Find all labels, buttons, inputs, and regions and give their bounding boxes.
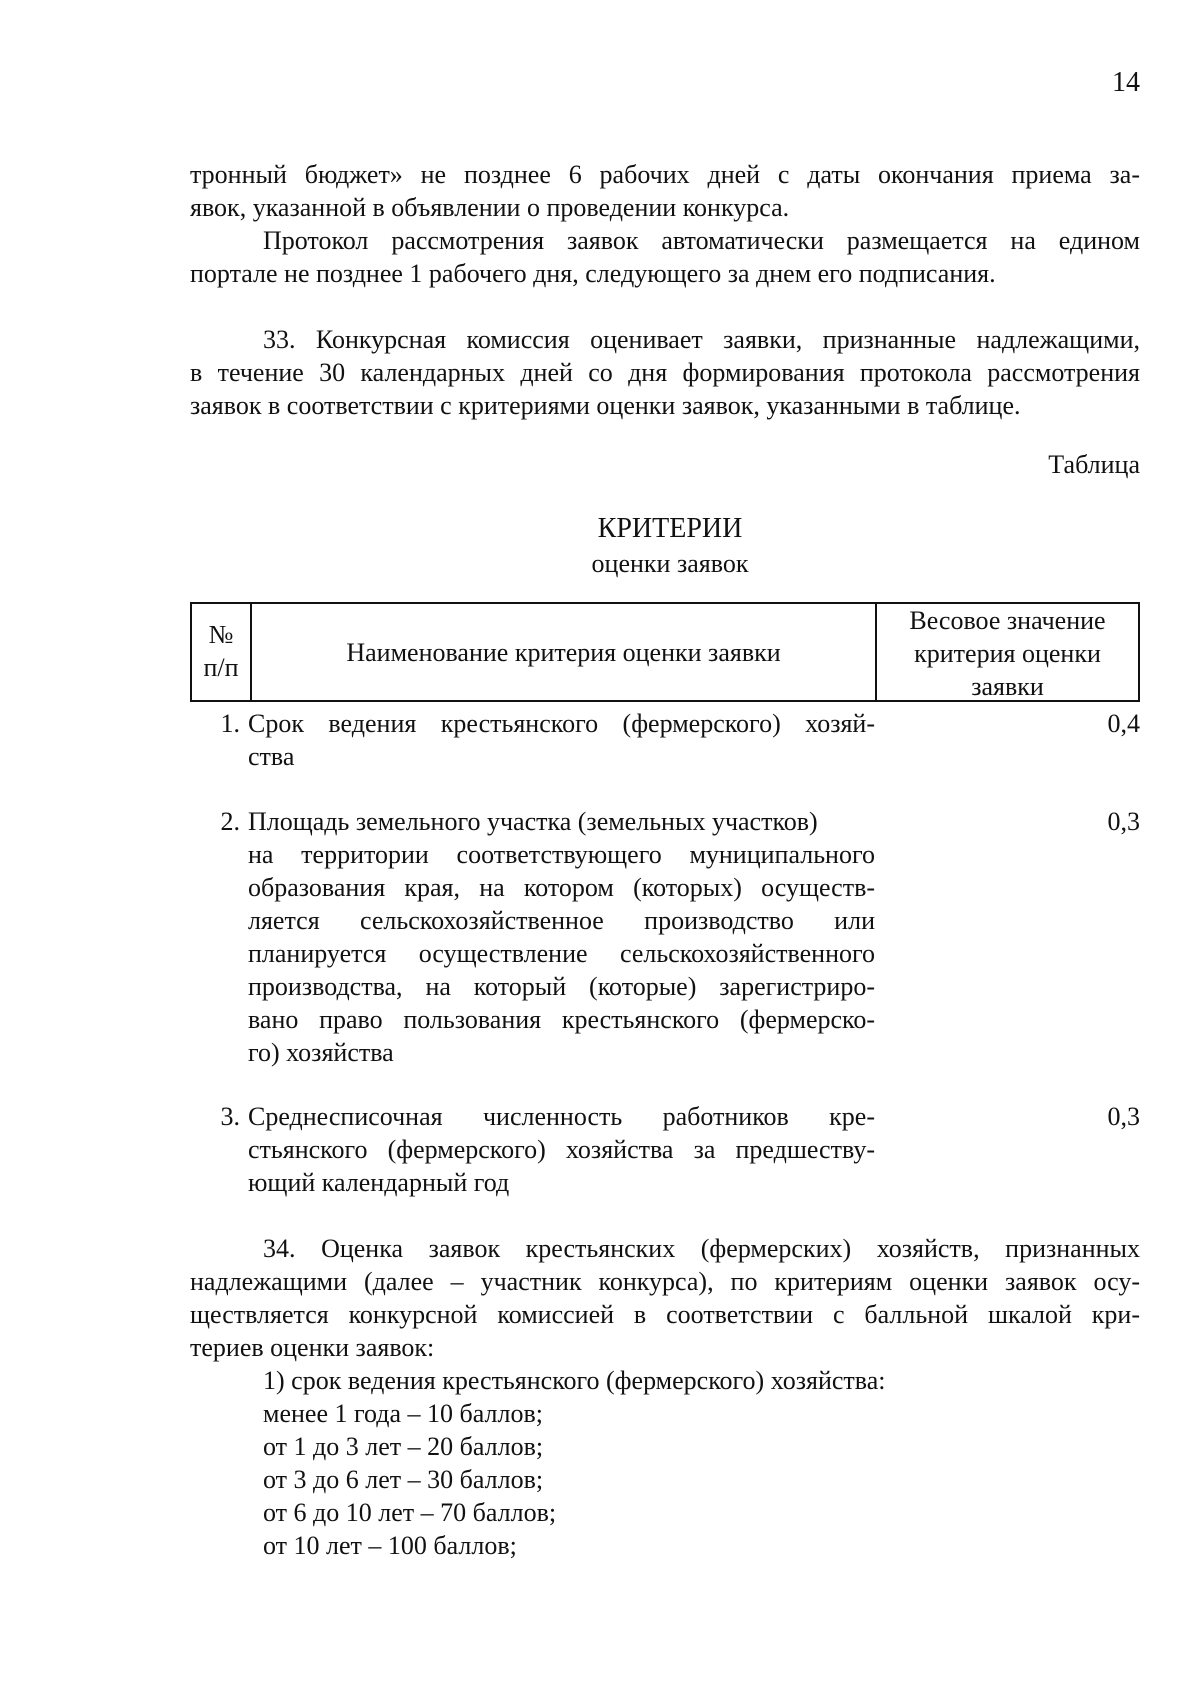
list-item: менее 1 года – 10 баллов; <box>263 1399 543 1428</box>
header-name: Наименование критерия оценки заявки <box>346 638 781 667</box>
list-item: от 6 до 10 лет – 70 баллов; <box>263 1498 557 1527</box>
header-num-line: № <box>208 620 234 649</box>
row-criterion-line: вано право пользования крестьянского (фермерско- <box>248 1005 875 1034</box>
table-border-right <box>1138 602 1140 702</box>
row-weight: 0,3 <box>1107 1102 1140 1131</box>
header-weight-line: Весовое значение <box>909 606 1106 635</box>
paragraph-34-line: надлежащими (далее – участник конкурса), по критериям оценки заявок осу- <box>190 1267 1140 1296</box>
row-criterion-line: планируется осуществление сельскохозяйственного <box>248 939 875 968</box>
row-number: 1. <box>220 709 240 738</box>
paragraph-33-line: заявок в соответствии с критериями оценки заявок, указанными в таблице. <box>190 391 1021 420</box>
row-number: 2. <box>220 807 240 836</box>
row-weight: 0,4 <box>1107 709 1140 738</box>
paragraph-33-line: 33. Конкурсная комиссия оценивает заявки, признанные надлежащими, <box>263 325 1140 354</box>
list-item: от 1 до 3 лет – 20 баллов; <box>263 1432 544 1461</box>
paragraph-34-line: териев оценки заявок: <box>190 1333 435 1362</box>
table-title: КРИТЕРИИ <box>597 513 743 544</box>
paragraph-protocol-line: Протокол рассмотрения заявок автоматически размещается на едином <box>263 226 1140 255</box>
paragraph-top-line: тронный бюджет» не позднее 6 рабочих дней с даты окончания приема за- <box>190 160 1140 189</box>
paragraph-34-line: 34. Оценка заявок крестьянских (фермерских) хозяйств, признанных <box>263 1234 1140 1263</box>
list-item: от 10 лет – 100 баллов; <box>263 1531 517 1560</box>
header-weight-line: критерия оценки <box>914 639 1101 668</box>
row-number: 3. <box>220 1102 240 1131</box>
row-criterion-line: ства <box>248 742 295 771</box>
row-criterion-line: Среднесписочная численность работников кре- <box>248 1102 875 1131</box>
page-number: 14 <box>1112 67 1140 98</box>
row-criterion-line: стьянского (фермерского) хозяйства за предшеству- <box>248 1135 875 1164</box>
row-criterion-line: ляется сельскохозяйственное производство или <box>248 906 875 935</box>
row-criterion-line: го) хозяйства <box>248 1038 394 1067</box>
list-item: от 3 до 6 лет – 30 баллов; <box>263 1465 544 1494</box>
row-criterion-line: образования края, на котором (которых) осуществ- <box>248 873 875 902</box>
paragraph-protocol-line: портале не позднее 1 рабочего дня, следующего за днем его подписания. <box>190 259 996 288</box>
row-criterion-line: ющий календарный год <box>248 1168 510 1197</box>
header-weight <box>877 604 1138 703</box>
row-criterion-line: производства, на который (которые) зарегистриро- <box>248 972 875 1001</box>
list-item: 1) срок ведения крестьянского (фермерского) хозяйства: <box>263 1366 886 1395</box>
table-subtitle: оценки заявок <box>591 549 749 578</box>
row-criterion-line: на территории соответствующего муниципального <box>248 840 875 869</box>
paragraph-top-line: явок, указанной в объявлении о проведении конкурса. <box>190 193 790 222</box>
row-weight: 0,3 <box>1107 807 1140 836</box>
header-num-line: п/п <box>203 653 239 682</box>
paragraph-34-line: ществляется конкурсной комиссией в соответствии с балльной шкалой кри- <box>190 1300 1140 1329</box>
table-label: Таблица <box>1048 450 1140 479</box>
header-num <box>192 618 250 684</box>
header-weight-line: заявки <box>971 672 1044 701</box>
row-criterion-line: Срок ведения крестьянского (фермерского) хозяй- <box>248 709 875 738</box>
paragraph-33-line: в течение 30 календарных дней со дня формирования протокола рассмотрения <box>190 358 1140 387</box>
row-criterion-line: Площадь земельного участка (земельных участков) <box>248 807 818 836</box>
